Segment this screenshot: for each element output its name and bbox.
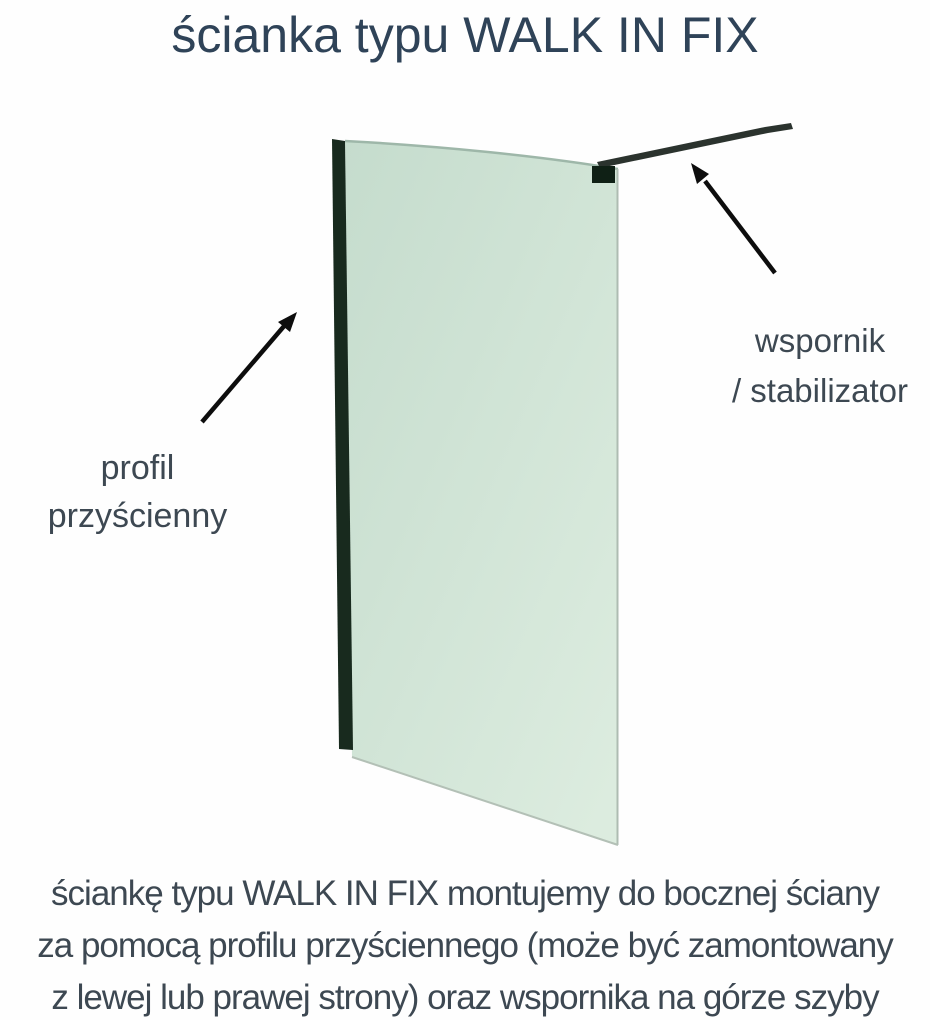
stabilizer-bar [597,123,793,168]
profile-arrow-shaft [202,325,285,422]
stabilizer-callout-line2: / stabilizator [731,372,909,409]
stabilizer-arrow-shaft [705,181,775,273]
caption-line2: za pomocą profilu przyściennego (może być zamontowany [37,926,893,965]
stabilizer-bracket [592,166,615,183]
stabilizer-arrow [691,163,775,273]
glass-panel [345,141,618,845]
caption-line3: z lewej lub prawej strony) oraz wspornika na górze szyby [51,978,879,1017]
page-title: ścianka typu WALK IN FIX [171,7,759,63]
caption-line1: ściankę typu WALK IN FIX montujemy do bocznej ściany [51,874,879,913]
profile-arrow [202,312,297,422]
installation-caption [0,868,930,1020]
profile-callout-line1: profil [100,449,175,487]
stabilizer-callout-line1: wspornik [754,322,886,359]
stabilizer-callout [695,316,930,416]
profile-callout [15,444,260,540]
profile-callout-line2: przyścienny [47,497,228,535]
